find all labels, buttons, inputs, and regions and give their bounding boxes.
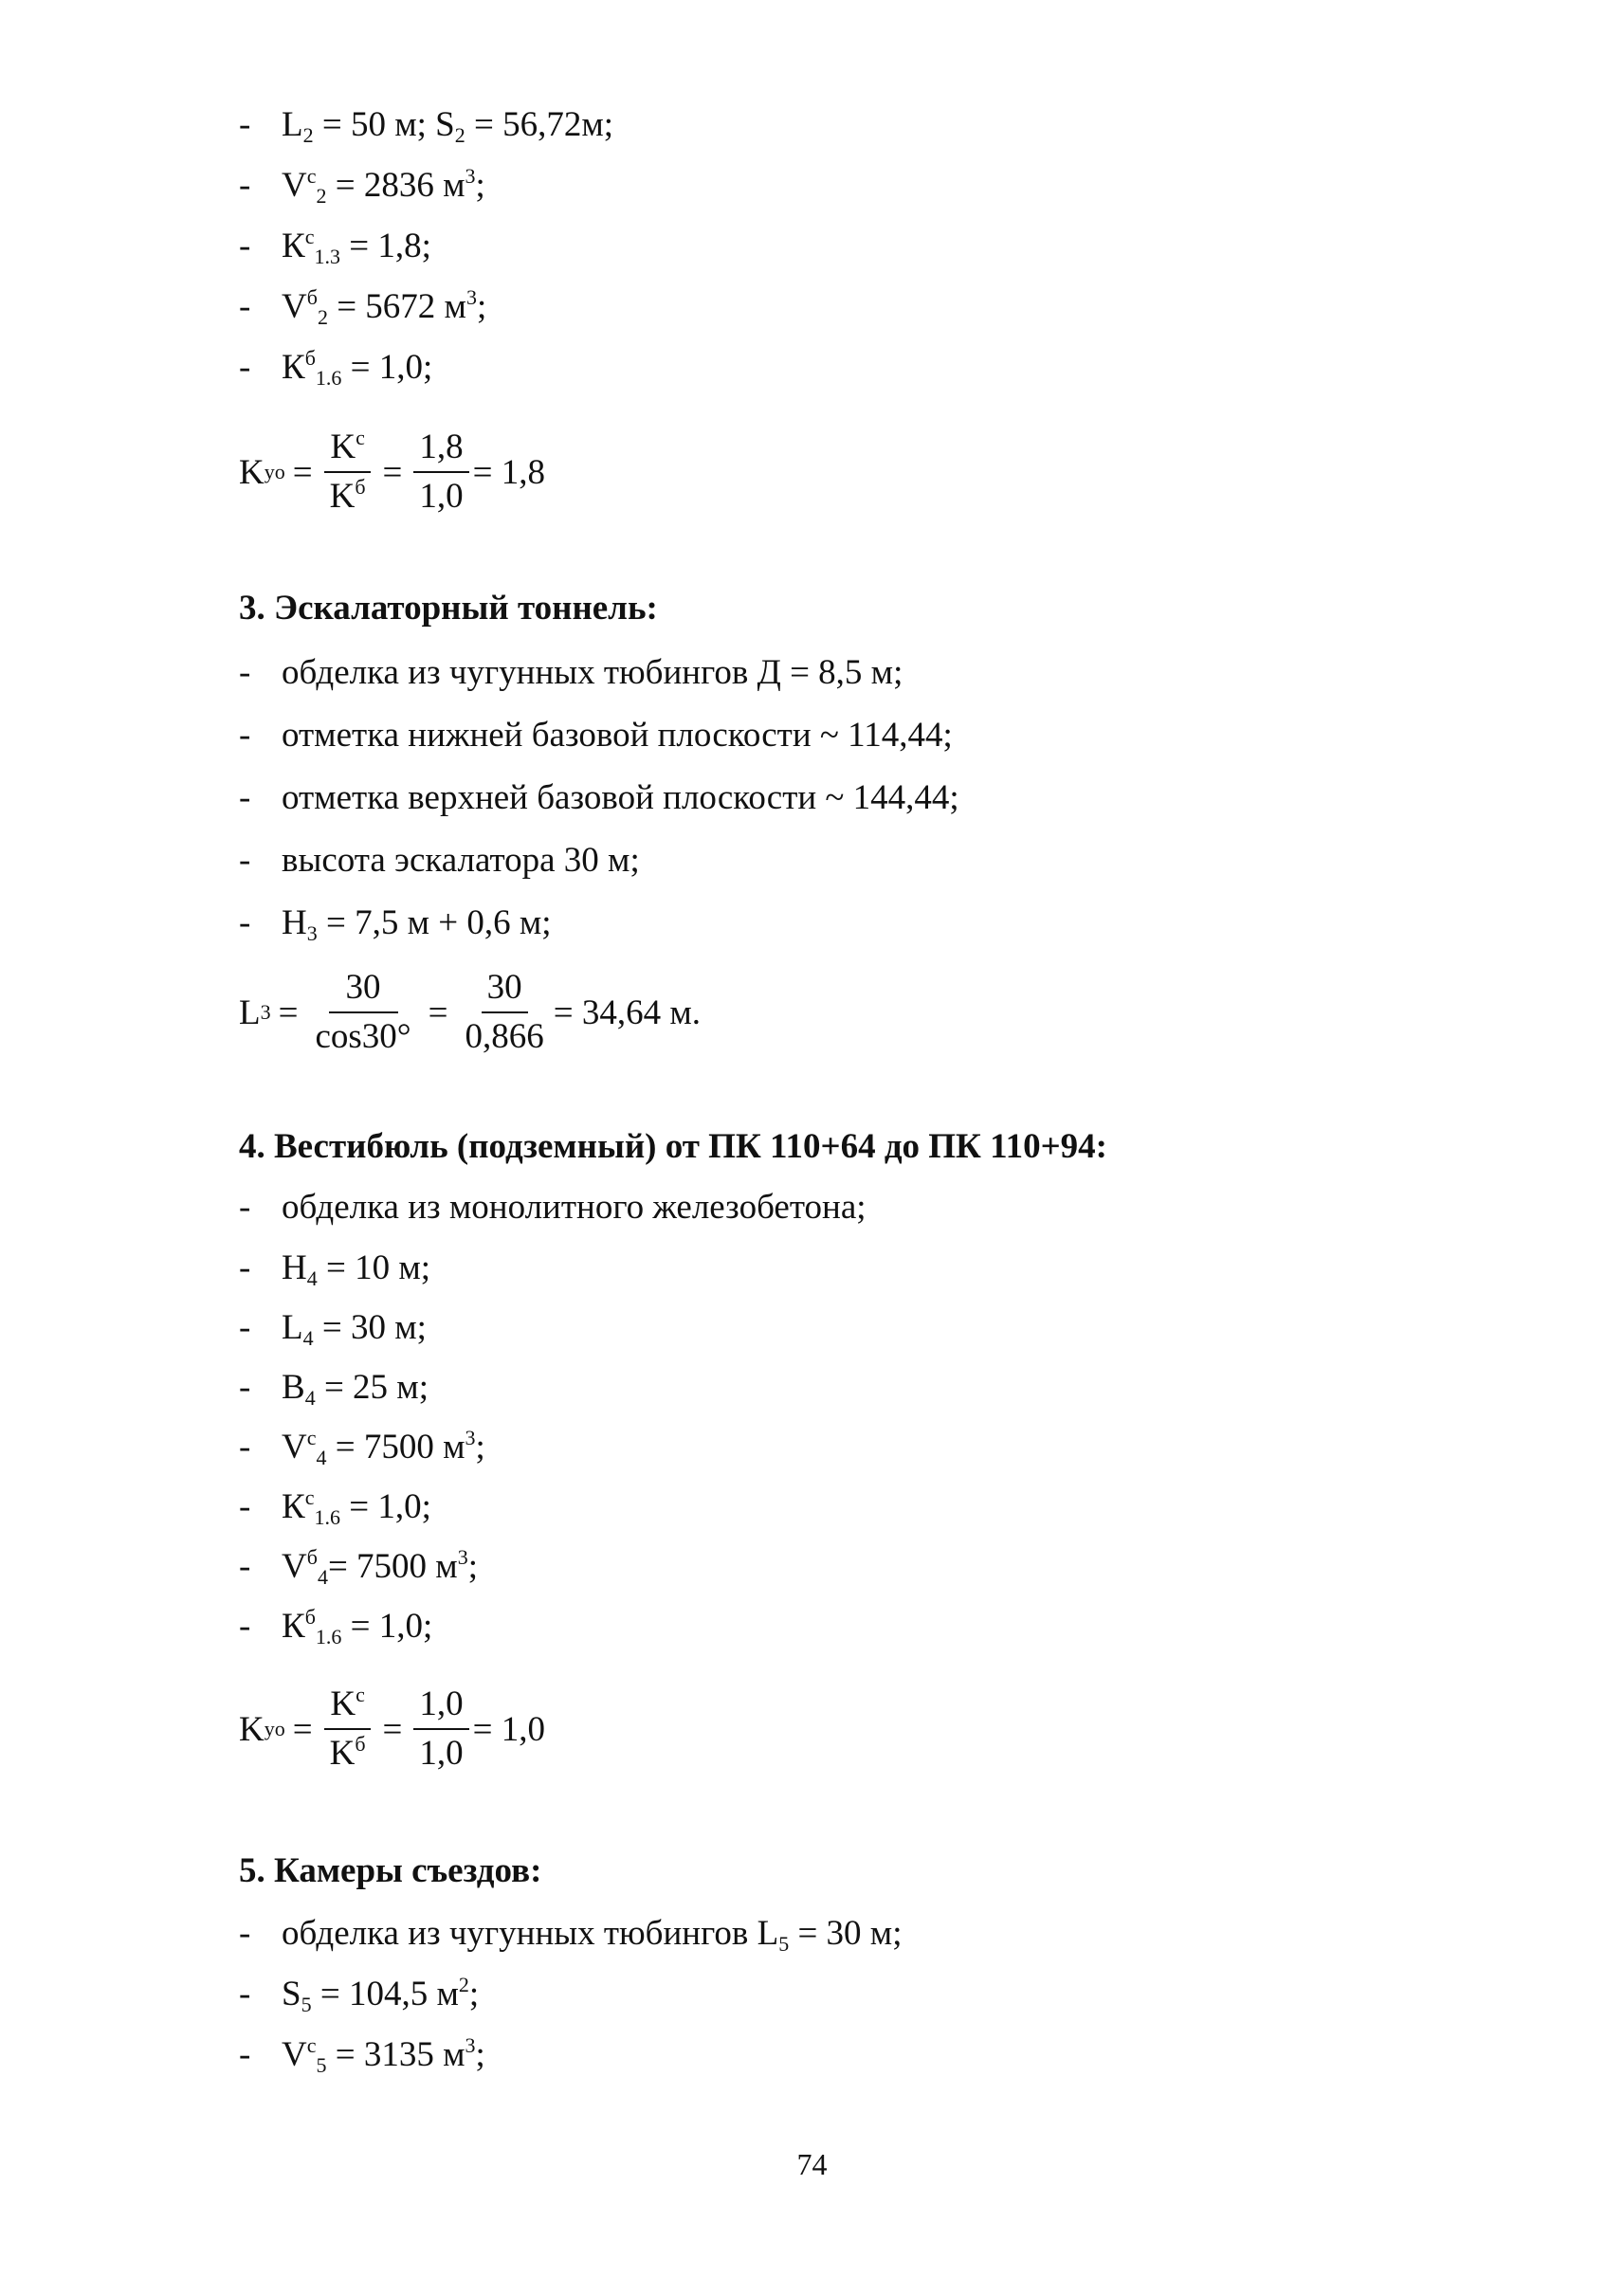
section-3-item: - обделка из чугунных тюбингов Д = 8,5 м; [239,653,903,692]
item-v4b: - $V^б_4= 7500$ $м^3$; [239,1545,478,1589]
section-3-item: - высота эскалатора 30 м; [239,841,640,880]
formula-kyo-2: K yo = $\frac{K^c}{K^б}$ = $\frac{1,0}{1,0}$ = 1,0 [239,1683,546,1773]
fraction-kc-kb: $\frac{K^c}{K^б}$ [324,427,372,518]
fraction-30-cos30: $\frac{30}{\cos 30^\circ}$ [315,968,411,1056]
fraction-values: $\frac{1,0}{1,0}$ [413,1684,468,1775]
item-k16b: - $К^б_{1.6} = 1,0$; [239,346,433,390]
section-4-heading: 4. Вестибюль (подземный) от ПК 110+64 до ПК 110+94: [239,1127,1108,1166]
item-v2c: - $V^с_2 = 2836$ $м^3$; [239,164,485,208]
item-v2b: - $V^б_2 = 5672$ $м^3$; [239,285,487,329]
page-number: 74 [796,2147,828,2181]
item-l4: - $L_4 = 30$ м; [239,1308,427,1350]
section-5-item: - обделка из чугунных тюбингов $L_5 = 30$ м; [239,1914,903,1956]
item-k13c: - $К^с_{1.3} = 1,8$; [239,225,431,268]
fraction-values: $\frac{1,8}{1,0}$ [413,427,468,518]
fraction-kc-kb: $\frac{K^c}{K^б}$ [324,1684,372,1775]
item-v5c: - $V^с_5 = 3135$ $м^3$; [239,2033,485,2077]
item-l2-s2: - $L_2 = 50$ м; $S_2 = 56,72м$; [239,105,614,147]
section-4-item: - обделка из монолитного железобетона; [239,1188,867,1227]
item-h4: - $Н_4 = 10$ м; [239,1248,431,1290]
section-3-item: - отметка верхней базовой плоскости ~ 144,44; [239,778,959,817]
item-h3: - $Н_3 = 7,5$ м + 0,6 м; [239,903,552,945]
formula-l3: L 3 = $\frac{30}{\cos 30^\circ}$ = $\frac{30}{0,866}$ = 34,64 м. [239,968,702,1056]
item-k16b-4: - $К^б_{1.6} = 1,0$; [239,1605,433,1648]
item-k16c: - $К^с_{1.6} = 1,0$; [239,1485,431,1529]
item-b4: - $В_4 = 25$ м; [239,1368,429,1410]
section-3-item: - отметка нижней базовой плоскости ~ 114,44; [239,716,953,755]
item-s5: - $S_5 = 104,5$ $м^2$; [239,1973,480,2016]
section-3-heading: 3. Эскалаторный тоннель: [239,589,658,628]
fraction-30-0866: $\frac{30}{0,866}$ [465,968,544,1056]
item-v4c: - $V^с_4 = 7500$ $м^3$; [239,1426,485,1469]
formula-kyo-1: K yo = $\frac{K^c}{K^б}$ = $\frac{1,8}{1,0}$ = 1,8 [239,426,546,516]
section-5-heading: 5. Камеры съездов: [239,1851,542,1890]
